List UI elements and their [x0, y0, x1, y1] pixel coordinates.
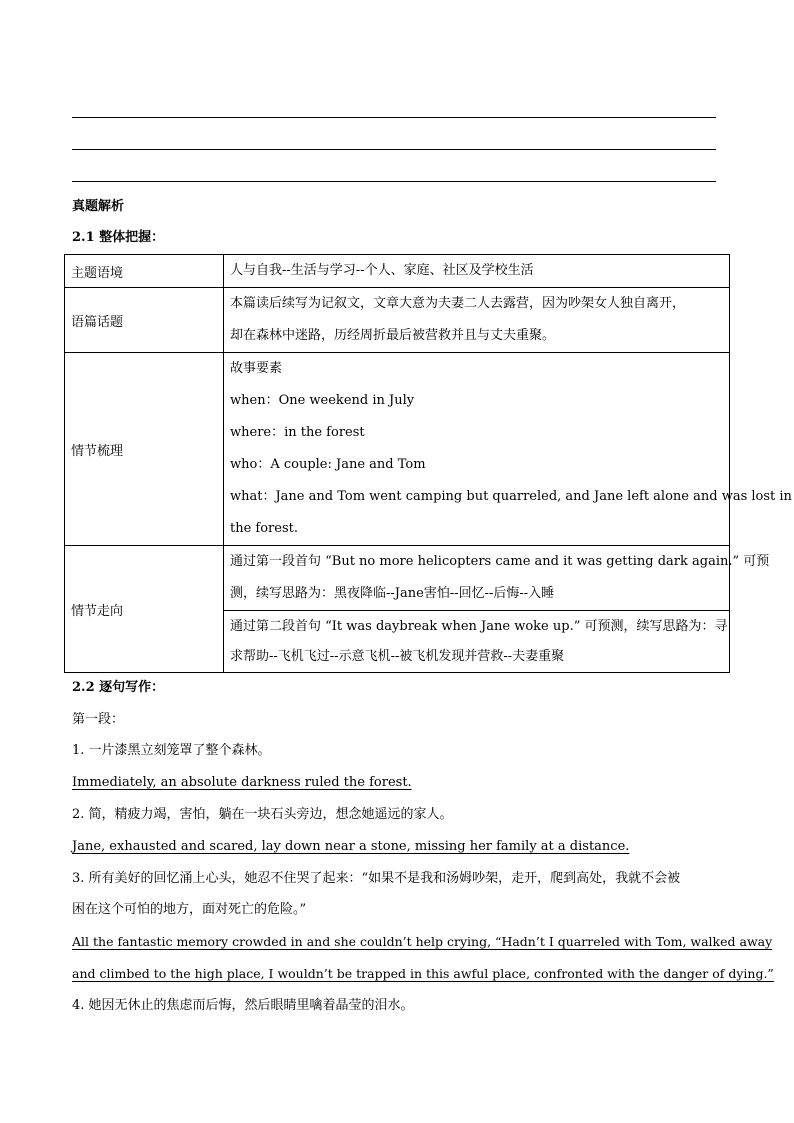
content-line: the forest. [230, 521, 298, 536]
section-2-1-title: 2.1 整体把握： [72, 230, 165, 245]
sentence-en: and climbed to the high place, I wouldn’t be trapped in this awful place, confronted with the danger of dying.” [72, 966, 774, 981]
content-line: 本篇读后续写为记叙文，文章大意为夫妻二人去露营，因为吵架女人独自离开， [230, 296, 686, 311]
row-label: 情节梳理 [65, 353, 224, 546]
sentence-cn: 4. 她因无休止的焦虑而后悔，然后眼睛里噙着晶莹的泪水。 [72, 998, 414, 1013]
content-line: 测，续写思路为：黑夜降临--Jane害怕--回忆--后悔--入睡 [230, 586, 555, 601]
section-2-2-title: 2.2 逐句写作： [72, 680, 165, 695]
sentence-cn: 1. 一片漆黑立刻笼罩了整个森林。 [72, 743, 271, 758]
sentence-en: All the fantastic memory crowded in and she couldn’t help crying, “Hadn’t I quarreled with Tom, walked away [72, 934, 773, 949]
content-line: 人与自我--生活与学习--个人、家庭、社区及学校生活 [230, 263, 534, 278]
paragraph-label: 第一段： [72, 712, 125, 727]
content-line: 通过第二段首句 “It was daybreak when Jane woke up.” 可预测，续写思路为：寻 [230, 618, 728, 634]
content-line: who：A couple: Jane and Tom [230, 457, 426, 472]
content-line: 却在森林中迷路，历经周折最后被营救并且与丈夫重聚。 [230, 328, 556, 343]
sentence-en: Jane, exhausted and scared, lay down near a stone, missing her family at a distance. [72, 839, 630, 854]
row-content [224, 546, 770, 611]
answer-line-1 [72, 117, 716, 118]
content-line: 求帮助--飞机飞过--示意飞机--被飞机发现并营救--夫妻重聚 [230, 648, 565, 664]
sentence-cn: 困在这个可怕的地方，面对死亡的危险。” [72, 902, 307, 917]
content-line: what：Jane and Tom went camping but quarreled, and Jane left alone and was lost in [230, 489, 792, 504]
sentence-cn: 2. 简，精疲力竭，害怕，躺在一块石头旁边，想念她遥远的家人。 [72, 807, 453, 822]
answer-line-2 [72, 149, 716, 150]
sentence-cn: 3. 所有美好的回忆涌上心头，她忍不住哭了起来：“如果不是我和汤姆吵架，走开，爬到高处，我就不会被 [72, 871, 681, 886]
sentence-en: Immediately, an absolute darkness ruled the forest. [72, 775, 412, 790]
row-content [224, 353, 792, 546]
row-content [224, 611, 730, 673]
content-line: when：One weekend in July [230, 393, 415, 408]
row-content [224, 255, 730, 288]
overview-table [64, 254, 792, 673]
content-line: 通过第一段首句 “But no more helicopters came and it was getting dark again.” 可预 [230, 554, 770, 569]
content-line: 故事要素 [230, 361, 283, 376]
row-content [224, 288, 730, 353]
answer-line-3 [72, 181, 716, 182]
table-row [65, 546, 730, 611]
content-line: where：in the forest [230, 425, 365, 440]
row-label: 语篇话题 [65, 288, 224, 353]
section-heading: 真题解析 [72, 199, 125, 214]
row-label: 情节走向 [65, 546, 224, 673]
table-row [65, 255, 730, 288]
row-label: 主题语境 [65, 255, 224, 288]
table-row [65, 353, 730, 546]
table-row [65, 288, 730, 353]
